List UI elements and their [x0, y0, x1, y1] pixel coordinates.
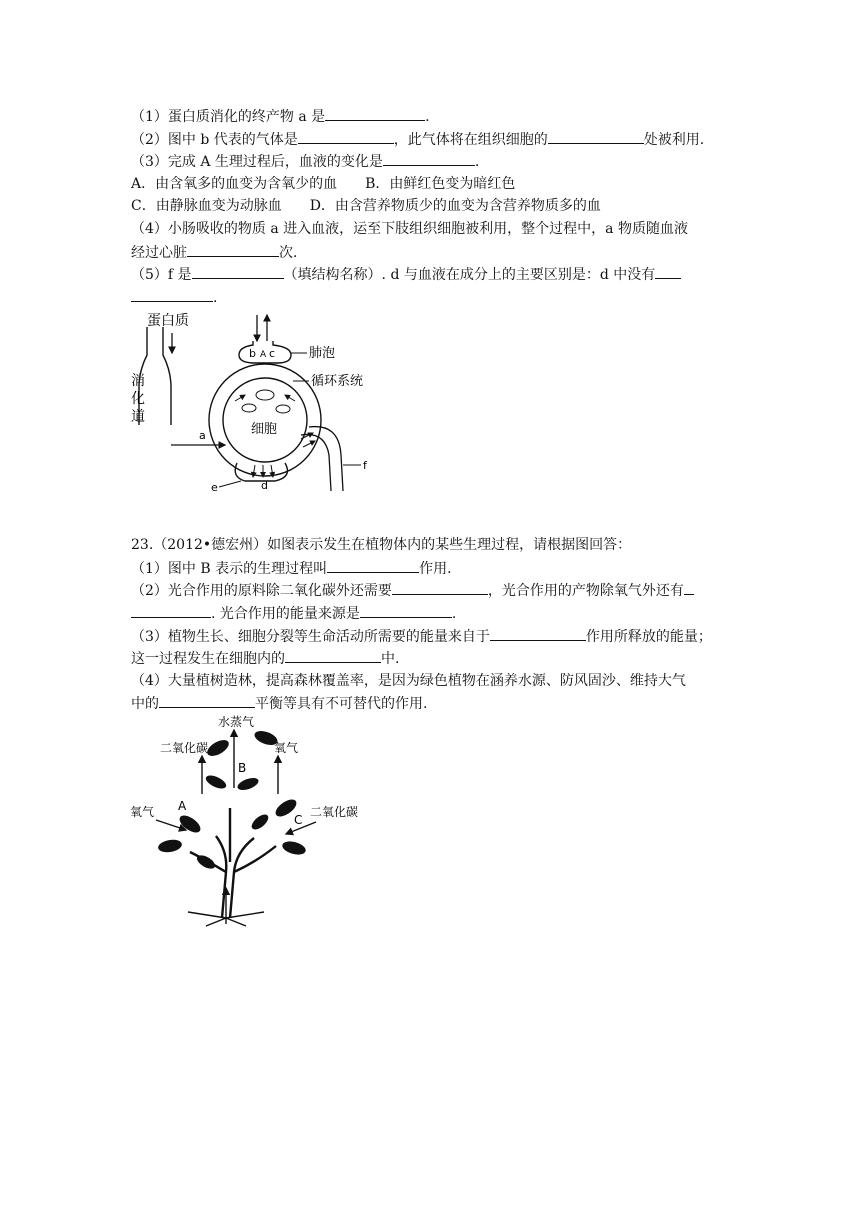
label-B: B — [238, 761, 247, 775]
q22-line-9: . — [131, 287, 217, 308]
q22-line-2: （2）图中 b 代表的气体是 ，此气体将在组织细胞的 处被利用. — [131, 129, 704, 150]
q22-line-6: （4）小肠吸收的物质 a 进入血液，运至下肢组织细胞被利用，整个过程中，a 物质随血液 — [131, 221, 688, 237]
q23-line-3: . 光合作用的能量来源是 . — [131, 603, 456, 624]
q22-option-cd: C．由静脉血变为动脉血 D．由含营养物质少的血变为含营养物质多的血 — [131, 198, 601, 214]
label-a: a — [199, 429, 206, 442]
q22-line-1: （1）蛋白质消化的终产物 a 是 . — [131, 106, 430, 127]
co2-right-label: 二氧化碳 — [310, 805, 359, 819]
water-vapor-label: 水蒸气 — [218, 715, 255, 729]
answer-blank[interactable] — [548, 129, 644, 144]
q22-option-ab: A．由含氧多的血变为含氧少的血 B．由鲜红色变为暗红色 — [131, 176, 516, 192]
alveolus-label: 肺泡 — [309, 346, 336, 361]
answer-blank[interactable] — [187, 242, 279, 257]
q23-line-6: （4）大量植树造林，提高森林覆盖率，是因为绿色植物在涵养水源、防风固沙、维持大气 — [131, 673, 686, 689]
answer-blank[interactable] — [490, 626, 586, 641]
plant-diagram — [126, 712, 366, 927]
q23-line-4: （3）植物生长、细胞分裂等生命活动所需要的能量来自于 作用所释放的能量； — [131, 626, 712, 647]
q23-line-1: （1）图中 B 表示的生理过程叫 作用. — [131, 558, 452, 579]
answer-blank[interactable] — [325, 106, 425, 121]
q23-title: 23.（2012•德宏州）如图表示发生在植物体内的某些生理过程，请根据图回答： — [131, 537, 632, 553]
answer-blank[interactable] — [159, 693, 255, 708]
digestive-char-1: 消 — [131, 373, 145, 389]
label-e: e — [211, 481, 218, 494]
answer-blank[interactable] — [131, 603, 211, 618]
label-c: c — [269, 347, 276, 360]
co2-top-left-label: 二氧化碳 — [160, 741, 209, 755]
label-A-plant: A — [178, 799, 187, 813]
answer-blank[interactable] — [298, 129, 394, 144]
answer-blank[interactable] — [360, 603, 452, 618]
answer-blank[interactable] — [392, 580, 488, 595]
oxygen-left-label: 氧气 — [130, 805, 155, 819]
answer-blank[interactable] — [684, 580, 694, 595]
answer-blank[interactable] — [285, 648, 381, 663]
label-b: b — [249, 347, 256, 360]
circulation-label: 循环系统 — [311, 374, 364, 389]
answer-blank[interactable] — [327, 558, 419, 573]
q22-line-8: （5）f 是 （填结构名称）. d 与血液在成分上的主要区别是：d 中没有 — [131, 264, 681, 285]
circulation-diagram — [125, 305, 385, 495]
answer-blank[interactable] — [383, 151, 475, 166]
protein-label: 蛋白质 — [147, 313, 189, 329]
label-C: C — [294, 813, 303, 827]
answer-blank[interactable] — [655, 264, 681, 279]
circulation-inner — [223, 378, 307, 462]
q23-line-5: 这一过程发生在细胞内的 中. — [131, 648, 399, 669]
oxygen-top-right-label: 氧气 — [274, 741, 299, 755]
digestive-char-2: 化 — [131, 391, 145, 407]
q22-line-3: （3）完成 A 生理过程后，血液的变化是 . — [131, 151, 479, 172]
answer-blank[interactable] — [192, 264, 284, 279]
cell-label: 细胞 — [251, 422, 278, 437]
answer-blank[interactable] — [131, 287, 213, 302]
q23-line-2: （2）光合作用的原料除二氧化碳外还需要 ，光合作用的产物除氧气外还有 — [131, 580, 694, 601]
label-f: f — [363, 459, 367, 472]
q22-line-7: 经过心脏 次. — [131, 242, 297, 263]
q23-line-7: 中的 平衡等具有不可替代的作用. — [131, 693, 427, 714]
label-A: A — [260, 350, 267, 360]
digestive-char-3: 道 — [131, 409, 145, 425]
label-d: d — [261, 479, 268, 492]
